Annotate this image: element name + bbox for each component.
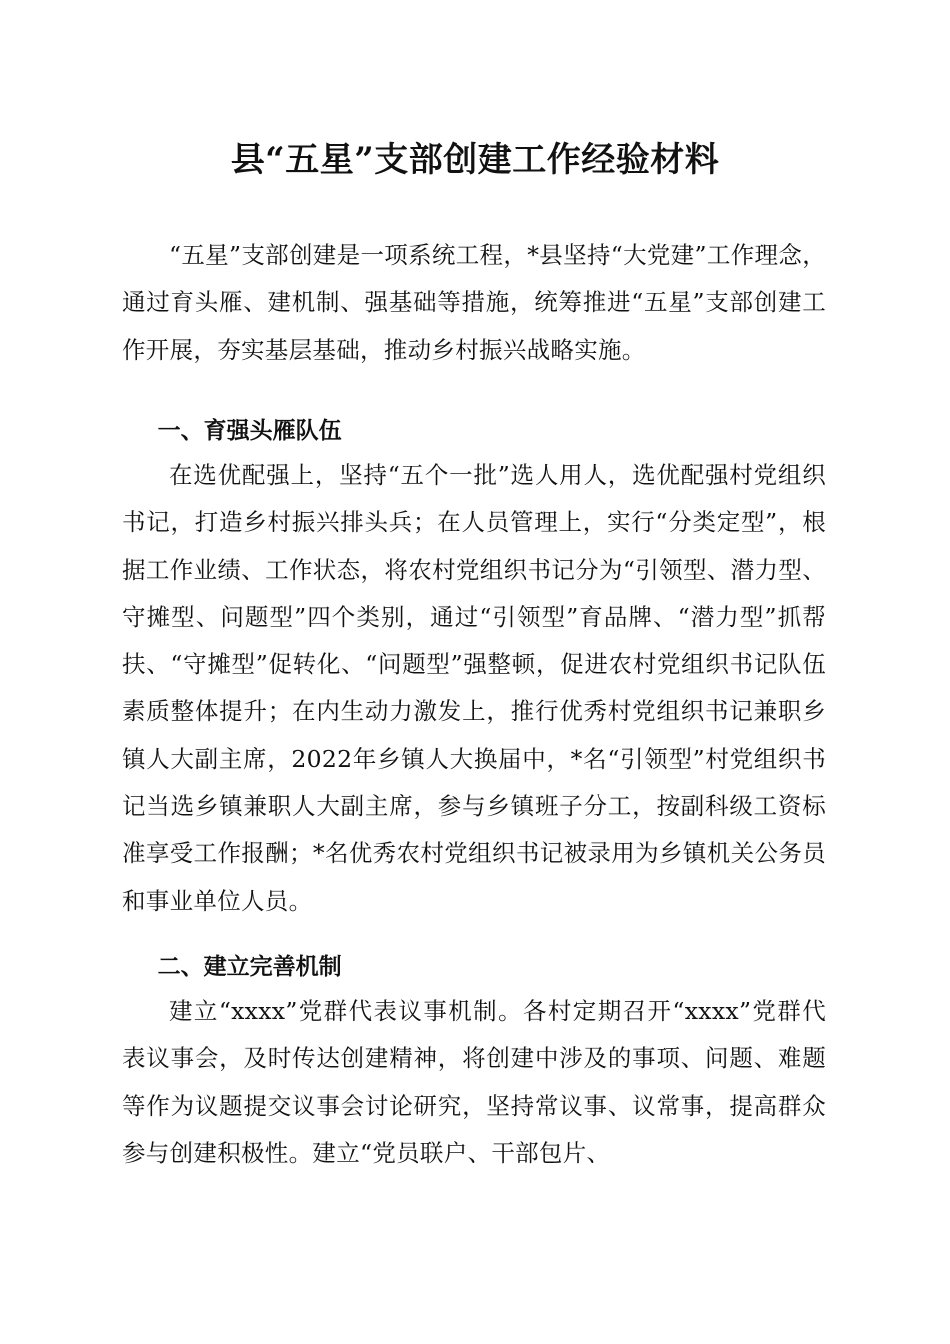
section-paragraph-1: 在选优配强上，坚持“五个一批”选人用人，选优配强村党组织书记，打造乡村振兴排头兵；在人员管理上，实行“分类定型”，根据工作业绩、工作状态，将农村党组织书记分为“引领型、潜力型、守摊型、问题型”四个类别，通过“引领型”育品牌、“潜力型”抓帮扶、“守摊型”促转化、“问题型”强整顿，促进农村党组织书记队伍素质整体提升；在内生动力激发上，推行优秀村党组织书记兼职乡镇人大副主席，2022年乡镇人大换届中，*名“引领型”村党组织书记当选乡镇兼职人大副主席，参与乡镇班子分工，按副科级工资标准享受工作报酬；*名优秀农村党组织书记被录用为乡镇机关公务员和事业单位人员。	[122, 461, 826, 915]
section-heading-2: 二、建立完善机制	[157, 954, 342, 980]
intro-paragraph: “五星”支部创建是一项系统工程，*县坚持“大党建”工作理念，通过育头雁、建机制、强基础等措施，统筹推进“五星”支部创建工作开展，夯实基层基础，推动乡村振兴战略实施。	[122, 241, 826, 364]
section-paragraph-2: 建立“xxxx”党群代表议事机制。各村定期召开“xxxx”党群代表议事会，及时传达创建精神，将创建中涉及的事项、问题、难题等作为议题提交议事会讨论研究，坚持常议事、议常事，提高群众参与创建积极性。建立“党员联户、干部包片、	[122, 997, 826, 1167]
section-heading-1: 一、育强头雁队伍	[157, 418, 342, 444]
document-title: 县“五星”支部创建工作经验材料	[230, 140, 720, 180]
